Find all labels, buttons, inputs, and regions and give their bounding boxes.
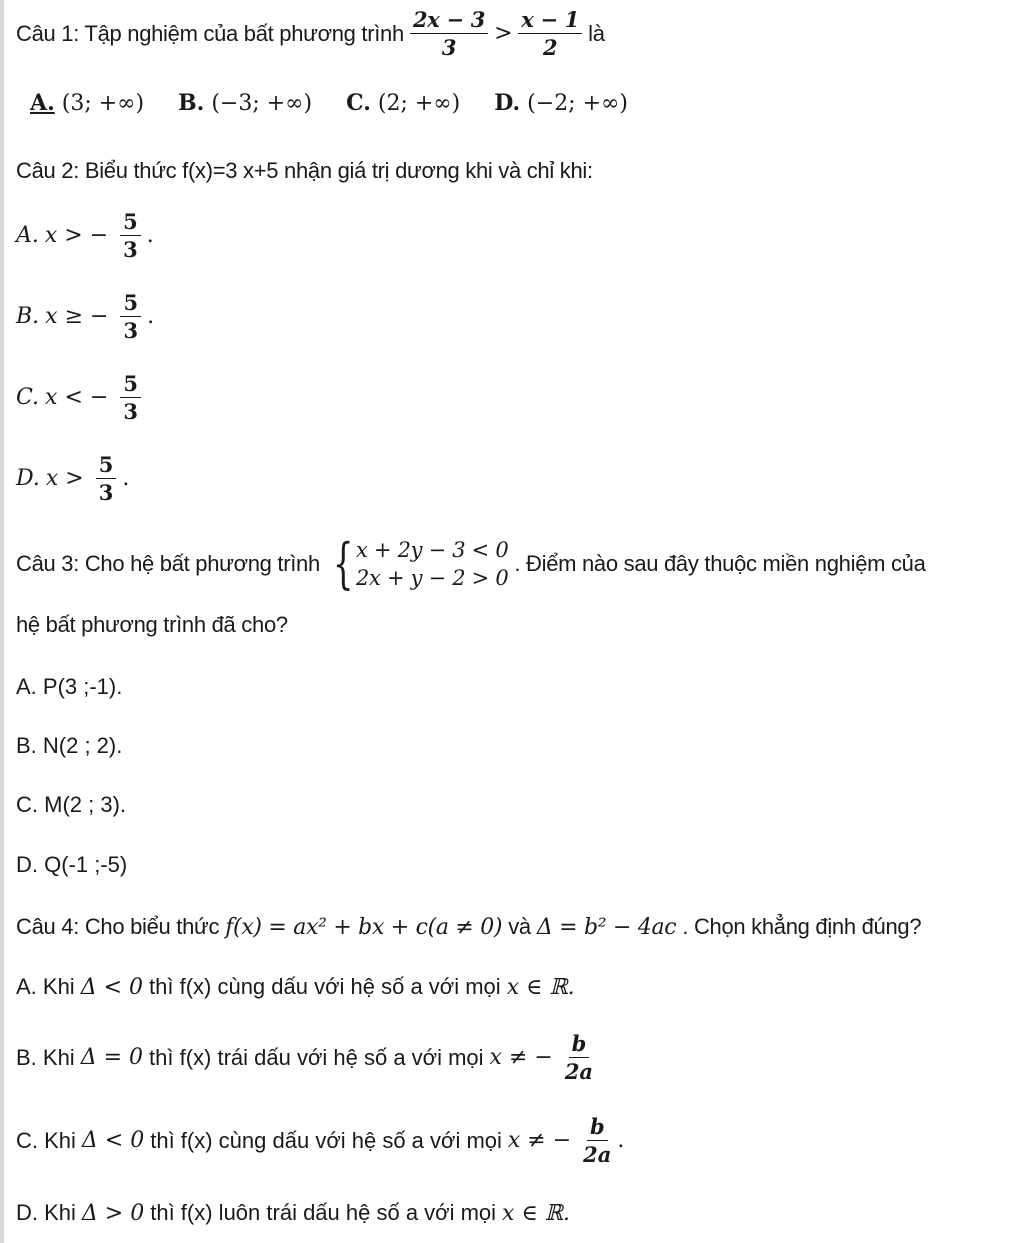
q3-option-b[interactable] bbox=[16, 733, 122, 759]
q2-option-c-fraction bbox=[120, 372, 141, 423]
q4-option-c-fraction bbox=[583, 1115, 611, 1166]
q4-option-c-end: . bbox=[617, 1128, 625, 1154]
q3-option-a[interactable] bbox=[16, 674, 122, 700]
q1-lhs-den: 3 bbox=[441, 35, 457, 61]
q4-fx: f(x) = ax² + bx + c(a ≠ 0) bbox=[225, 914, 503, 940]
q2-option-c-den: 3 bbox=[123, 399, 138, 425]
q4-option-a[interactable] bbox=[16, 974, 581, 1000]
q2-option-a-end: . bbox=[146, 223, 154, 249]
q2-prompt: Câu 2: Biểu thức f(x)=3 x+5 nhận giá trị dương khi và chỉ khi: bbox=[16, 158, 593, 183]
q4-option-c[interactable] bbox=[16, 1115, 624, 1166]
question-3 bbox=[16, 532, 926, 596]
q2-option-c[interactable] bbox=[16, 372, 147, 423]
q4-delta: Δ = b² − 4ac bbox=[536, 914, 677, 940]
q1-option-b-text: (−3; +∞) bbox=[211, 91, 313, 116]
q4-option-d-mid: thì f(x) luôn trái dấu hệ số a với mọi bbox=[150, 1200, 497, 1225]
q4-option-c-tail: x ≠ − bbox=[507, 1128, 572, 1154]
q1-option-d-text: (−2; +∞) bbox=[527, 91, 628, 116]
q2-option-c-num: 5 bbox=[120, 372, 141, 398]
q4-option-a-tail: x ∈ ℝ. bbox=[506, 974, 575, 1000]
q2-option-a-key: A. bbox=[16, 223, 39, 249]
q1-option-d[interactable] bbox=[494, 90, 628, 116]
q1-option-a-key: A. bbox=[30, 90, 55, 116]
q1-lhs-fraction bbox=[410, 8, 488, 59]
q4-option-a-cond: Δ < 0 bbox=[80, 974, 144, 1000]
q3-option-b-text: B. N(2 ; 2). bbox=[16, 733, 123, 758]
q1-option-b[interactable] bbox=[178, 90, 312, 116]
q1-option-c-text: (2; +∞) bbox=[377, 91, 461, 116]
q2-option-d-end: . bbox=[122, 466, 130, 492]
q2-option-a-expr: x > − bbox=[44, 223, 109, 249]
q3-system-line-1: x + 2y − 3 < 0 bbox=[355, 538, 509, 562]
q3-line-2-text: hệ bất phương trình đã cho? bbox=[16, 612, 288, 637]
q1-options bbox=[30, 90, 662, 116]
q4-option-c-lead: C. Khi bbox=[16, 1127, 76, 1153]
q3-suffix: . Điểm nào sau đây thuộc miền nghiệm của bbox=[514, 551, 926, 577]
q2-option-b[interactable] bbox=[16, 291, 154, 342]
q4-option-d-cond: Δ > 0 bbox=[81, 1200, 145, 1226]
q4-option-b-num: b bbox=[569, 1032, 590, 1058]
q2-option-d[interactable] bbox=[16, 453, 129, 504]
q3-line-2 bbox=[16, 612, 288, 638]
q4-option-d-lead: D. Khi bbox=[16, 1200, 76, 1225]
q3-option-d-text: D. Q(-1 ;-5) bbox=[16, 852, 128, 877]
q4-option-b-den: 2a bbox=[564, 1059, 594, 1085]
q1-rhs-den: 2 bbox=[543, 35, 558, 61]
q1-option-a-text: (3; +∞) bbox=[61, 91, 145, 116]
q2-option-d-fraction bbox=[96, 453, 117, 504]
q4-option-d[interactable] bbox=[16, 1200, 576, 1226]
q4-option-b-mid: thì f(x) trái dấu với hệ số a với mọi bbox=[149, 1044, 484, 1070]
q4-option-c-mid: thì f(x) cùng dấu với hệ số a với mọi bbox=[150, 1127, 502, 1153]
q2-option-b-den: 3 bbox=[123, 318, 139, 344]
q4-prefix: Câu 4: Cho biểu thức bbox=[16, 914, 220, 939]
q2-option-a-num: 5 bbox=[120, 210, 141, 236]
q4-option-b-fraction bbox=[565, 1032, 593, 1083]
q2-option-a[interactable] bbox=[16, 210, 154, 261]
q4-suffix: . Chọn khẳng định đúng? bbox=[682, 914, 922, 939]
q2-option-b-num: 5 bbox=[120, 291, 141, 317]
q4-option-b[interactable] bbox=[16, 1032, 599, 1083]
q1-option-a[interactable] bbox=[30, 90, 144, 116]
q1-option-b-key: B. bbox=[178, 90, 205, 116]
q3-prefix: Câu 3: Cho hệ bất phương trình bbox=[16, 551, 320, 577]
q1-rhs-num: x − 1 bbox=[518, 8, 582, 34]
q2-option-d-expr: x > bbox=[45, 466, 84, 492]
q1-prefix: Câu 1: Tập nghiệm của bất phương trình bbox=[16, 20, 404, 46]
q2-option-b-key: B. bbox=[16, 304, 40, 330]
q4-option-b-tail: x ≠ − bbox=[489, 1045, 553, 1071]
q4-option-b-lead: B. Khi bbox=[16, 1044, 75, 1070]
q1-rhs-fraction bbox=[518, 8, 582, 59]
brace-symbol: { bbox=[332, 532, 354, 596]
q2-option-b-fraction bbox=[120, 291, 141, 342]
q4-option-c-num: b bbox=[587, 1115, 608, 1141]
q2-option-c-expr: x < − bbox=[45, 385, 109, 411]
q2-option-d-den: 3 bbox=[98, 480, 114, 506]
q2-option-d-key: D. bbox=[16, 466, 40, 492]
q3-system-line-2: 2x + y − 2 > 0 bbox=[355, 566, 509, 591]
q1-relation: > bbox=[494, 21, 513, 47]
q4-option-b-cond: Δ = 0 bbox=[80, 1045, 144, 1071]
q2-option-a-den: 3 bbox=[123, 237, 138, 263]
q1-lhs-num: 2x − 3 bbox=[410, 8, 488, 34]
q2-option-a-fraction bbox=[120, 210, 141, 261]
q3-system bbox=[326, 532, 509, 596]
q4-option-a-mid: thì f(x) cùng dấu với hệ số a với mọi bbox=[149, 974, 501, 999]
q3-option-c-text: C. M(2 ; 3). bbox=[16, 792, 127, 817]
question-1 bbox=[16, 8, 605, 59]
q1-option-d-key: D. bbox=[494, 90, 521, 116]
q4-option-d-tail: x ∈ ℝ. bbox=[502, 1200, 571, 1226]
q2-option-c-key: C. bbox=[16, 385, 40, 411]
q2-option-d-num: 5 bbox=[96, 453, 117, 479]
q3-option-a-text: A. P(3 ;-1). bbox=[16, 674, 123, 699]
left-border bbox=[0, 0, 4, 1243]
q4-option-a-lead: A. Khi bbox=[16, 974, 75, 999]
q3-option-d[interactable] bbox=[16, 852, 127, 878]
q4-option-c-den: 2a bbox=[583, 1142, 612, 1168]
question-2 bbox=[16, 158, 593, 184]
q3-option-c[interactable] bbox=[16, 792, 126, 818]
q2-option-b-expr: x ≥ − bbox=[45, 304, 109, 330]
q2-option-b-end: . bbox=[147, 304, 155, 330]
q4-and: và bbox=[508, 914, 531, 939]
q1-option-c-key: C. bbox=[346, 90, 371, 116]
q1-option-c[interactable] bbox=[346, 90, 460, 116]
q1-suffix: là bbox=[588, 20, 605, 46]
q4-option-c-cond: Δ < 0 bbox=[81, 1128, 145, 1154]
question-4 bbox=[16, 914, 921, 940]
